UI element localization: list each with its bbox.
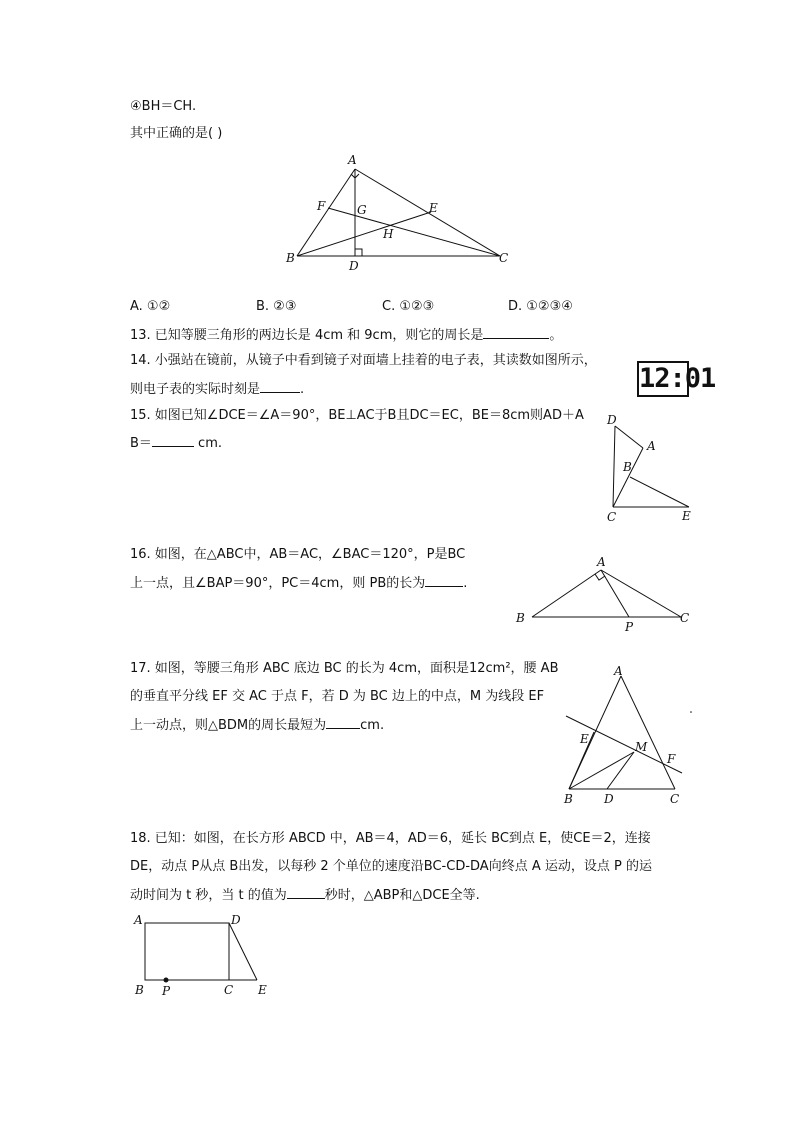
q17-label-d: D bbox=[604, 792, 614, 806]
q15-line2-post: cm. bbox=[193, 436, 222, 451]
q18-label-d: D bbox=[231, 913, 241, 927]
q17-label-f: F bbox=[667, 752, 676, 766]
q12-option-a: A. ①② bbox=[130, 299, 171, 314]
q15-line1: 15. 如图已知∠DCE＝∠A＝90°，BE⊥AC于B且DC＝EC，BE＝8cm则AD＋A bbox=[130, 408, 584, 423]
q12-label-b: B bbox=[286, 251, 295, 265]
q16-label-b: B bbox=[516, 611, 525, 625]
q18-label-p: P bbox=[162, 984, 171, 998]
q15-label-c: C bbox=[607, 510, 617, 524]
q18-label-a: A bbox=[134, 913, 143, 927]
q12-label-d: D bbox=[349, 259, 359, 273]
q17-label-b: B bbox=[564, 792, 573, 806]
q14-tail: . bbox=[300, 382, 305, 397]
q18-label-b: B bbox=[135, 983, 144, 997]
q18-line3-post: 秒时，△ABP和△DCE全等. bbox=[324, 888, 480, 903]
q18-point-p bbox=[164, 978, 169, 983]
q14-line2-text: 则电子表的实际时刻是 bbox=[130, 382, 261, 397]
q12-label-f: F bbox=[317, 199, 326, 213]
q18-label-e: E bbox=[258, 983, 267, 997]
q12-label-c: C bbox=[499, 251, 509, 265]
q16-label-c: C bbox=[680, 611, 690, 625]
q12-item4: ④BH＝CH. bbox=[130, 99, 197, 114]
q18-line3-pre: 动时间为 t 秒，当 t 的值为 bbox=[130, 888, 287, 903]
q12-label-e: E bbox=[429, 201, 438, 215]
q12-option-c: C. ①②③ bbox=[382, 299, 435, 314]
q14-line1: 14. 小强站在镜前，从镜子中看到镜子对面墙上挂着的电子表，其读数如图所示， bbox=[130, 353, 597, 368]
q16-label-a: A bbox=[597, 555, 606, 569]
q12-option-d: D. ①②③④ bbox=[508, 299, 573, 314]
mirrored-digital-clock-image: 12:01 bbox=[637, 361, 689, 397]
q16-line2-pre: 上一点，且∠BAP＝90°，PC＝4cm，则 PB的长为 bbox=[130, 576, 426, 591]
q15-label-a: A bbox=[647, 439, 656, 453]
q12-label-h: H bbox=[383, 227, 394, 241]
q15-label-e: E bbox=[682, 509, 691, 523]
q13-text: 13. 已知等腰三角形的两边长是 4cm 和 9cm，则它的周长是 bbox=[130, 328, 484, 343]
q18-line1: 18. 已知：如图，在长方形 ABCD 中，AB＝4，AD＝6，延长 BC到点 E，使CE＝2，连接 bbox=[130, 831, 651, 846]
q17-label-m: M bbox=[635, 740, 648, 754]
q18-line2: DE，动点 P从点 B出发，以每秒 2 个单位的速度沿BC-CD-DA向终点 A 运动，设点 P 的运 bbox=[130, 859, 652, 874]
q16-line2-post: . bbox=[463, 576, 468, 591]
q15-label-d: D bbox=[607, 413, 617, 427]
q15-line2-pre: B＝ bbox=[130, 436, 152, 451]
q13-tail: 。 bbox=[549, 328, 563, 343]
q12-option-b: B. ②③ bbox=[256, 299, 297, 314]
q16-line1: 16. 如图，在△ABC中，AB＝AC，∠BAC＝120°，P是BC bbox=[130, 547, 466, 562]
q17-line3-post: cm. bbox=[360, 718, 385, 733]
q17-line3-pre: 上一动点，则△BDM的周长最短为 bbox=[130, 718, 327, 733]
q15-label-b: B bbox=[623, 460, 632, 474]
q17-label-a: A bbox=[614, 664, 623, 678]
q17-line1: 17. 如图，等腰三角形 ABC 底边 BC 的长为 4cm，面积是12cm²，腰 AB bbox=[130, 661, 559, 676]
q17-label-c: C bbox=[670, 792, 680, 806]
q18-label-c: C bbox=[224, 983, 234, 997]
q12-label-g: G bbox=[357, 203, 367, 217]
q16-label-p: P bbox=[625, 620, 634, 634]
q17-line2: 的垂直平分线 EF 交 AC 于点 F，若 D 为 BC 边上的中点，M 为线段 EF bbox=[130, 689, 545, 704]
q12-prompt: 其中正确的是( ) bbox=[130, 126, 223, 141]
q12-label-a: A bbox=[348, 153, 357, 167]
q17-label-e: E bbox=[580, 732, 589, 746]
